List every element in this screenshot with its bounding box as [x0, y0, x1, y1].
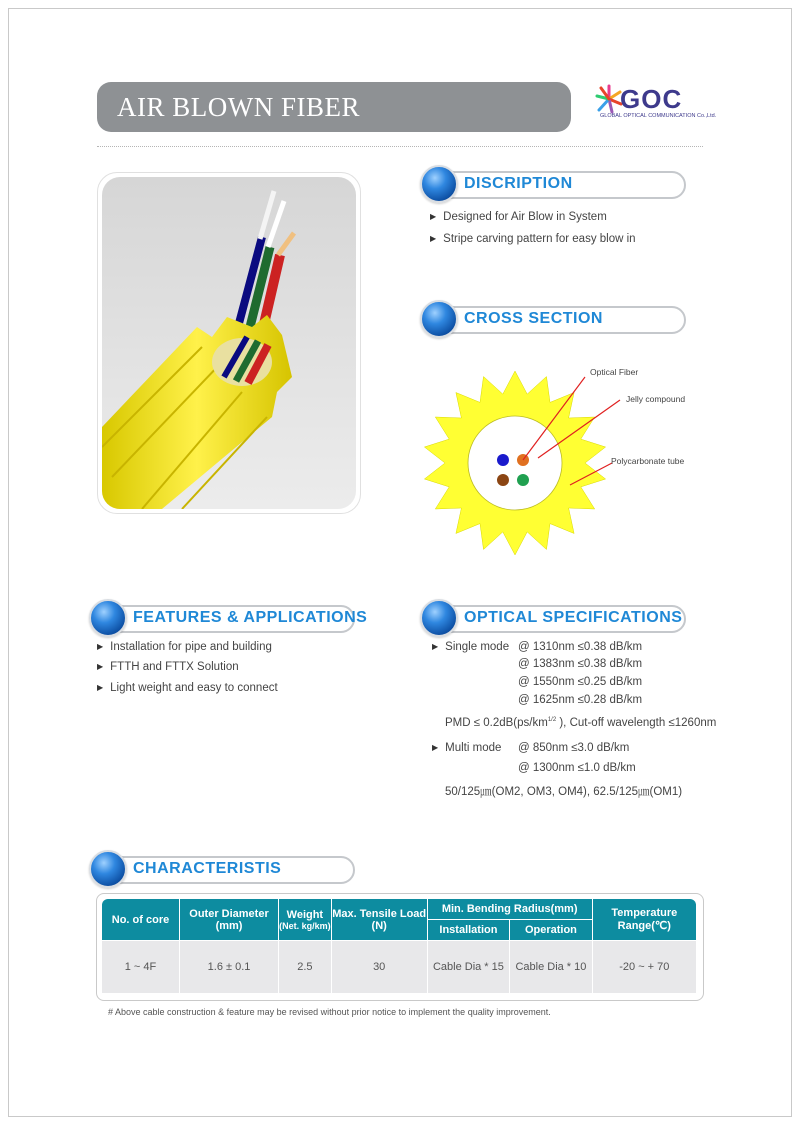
col-header-outer-diameter: [180, 899, 279, 941]
tensile-unit: (N): [371, 919, 387, 932]
logo-subtitle: GLOBAL OPTICAL COMMUNICATION Co.,Ltd.: [600, 113, 717, 119]
pmd-superscript: 1/2: [547, 717, 557, 724]
multi-mode-line: @ 1300nm ≤1.0 dB/km: [518, 762, 636, 774]
outer-diameter-unit: (mm): [215, 919, 243, 932]
table-cell: Cable Dia * 15: [428, 941, 511, 993]
section-ball-icon: [420, 165, 458, 203]
product-photo: [102, 177, 356, 509]
col-header-cores: No. of core: [102, 899, 180, 941]
feature-item: ▶ FTTH and FTTX Solution: [97, 661, 239, 673]
title-bar: [97, 82, 571, 132]
fiber-brown: [497, 474, 509, 486]
feature-item: ▶ Installation for pipe and building: [97, 641, 272, 653]
tensile-label: Max. Tensile Load: [332, 907, 427, 920]
single-mode-line: @ 1383nm ≤0.38 dB/km: [518, 658, 643, 670]
section-ball-icon: [420, 599, 458, 637]
weight-label: Weight: [286, 908, 324, 921]
single-mode-line: @ 1625nm ≤0.28 dB/km: [518, 694, 643, 706]
company-logo: [590, 82, 717, 126]
characteristics-header: [97, 856, 355, 884]
disclaimer-note: # Above cable construction & feature may be revised without prior notice to implement the quality improvement.: [108, 1007, 551, 1017]
optical-specs-title: OPTICAL SPECIFICATIONS: [464, 609, 683, 626]
cable-illustration: [102, 177, 356, 509]
cross-section-title: CROSS SECTION: [464, 310, 603, 327]
characteristics-table: [102, 899, 696, 993]
logo-text: GOC: [620, 84, 683, 114]
cross-section-header: [428, 306, 686, 334]
optical-specs-header: [428, 605, 686, 633]
table-cell: Cable Dia * 10: [510, 941, 592, 993]
table-cell: 1.6 ± 0.1: [180, 941, 279, 993]
single-mode-label: ▶ Single mode: [432, 641, 509, 653]
multi-mode-note: 50/125㎛(OM2, OM3, OM4), 62.5/125㎛(OM1): [445, 786, 683, 798]
pmd-text: PMD ≤ 0.2dB(ps/km: [445, 717, 548, 729]
tube-cavity: [468, 416, 562, 510]
characteristics-title: CHARACTERISTIS: [133, 860, 282, 877]
table-cell: 30: [332, 941, 428, 993]
section-ball-icon: [89, 599, 127, 637]
pmd-line: [445, 717, 716, 729]
col-header-bending: Min. Bending Radius(mm): [428, 899, 593, 920]
description-title: DISCRIPTION: [464, 175, 573, 192]
polycarbonate-tube-label: Polycarbonate tube: [611, 456, 685, 466]
description-item: ▶ Stripe carving pattern for easy blow in: [430, 233, 636, 245]
single-mode-line: @ 1310nm ≤0.38 dB/km: [518, 641, 643, 653]
outer-diameter-label: Outer Diameter: [189, 907, 269, 920]
cutoff-text: ), Cut-off wavelength ≤1260nm: [556, 717, 717, 729]
multi-mode-line: @ 850nm ≤3.0 dB/km: [518, 742, 630, 754]
col-header-operation: Operation: [510, 920, 592, 941]
features-header: [97, 605, 368, 633]
optical-fiber-label: Optical Fiber: [590, 367, 639, 377]
col-header-installation: Installation: [428, 920, 511, 941]
multi-mode-label: ▶ Multi mode: [432, 742, 501, 754]
section-ball-icon: [89, 850, 127, 888]
product-photo-frame: [97, 172, 361, 514]
feature-item: ▶ Light weight and easy to connect: [97, 682, 278, 694]
single-mode-line: @ 1550nm ≤0.25 dB/km: [518, 676, 643, 688]
description-header: [428, 171, 686, 199]
page-title: AIR BLOWN FIBER: [117, 92, 360, 122]
description-item: ▶ Designed for Air Blow in System: [430, 211, 607, 223]
temperature-unit: Range(℃): [617, 920, 671, 932]
table-cell: 2.5: [279, 941, 332, 993]
fiber-blue: [497, 454, 509, 466]
features-title: FEATURES & APPLICATIONS: [133, 609, 368, 626]
col-header-tensile: [332, 899, 428, 941]
header-divider: [97, 146, 703, 147]
table-cell: 1 ~ 4F: [102, 941, 180, 993]
fiber-green: [517, 474, 529, 486]
jelly-compound-label: Jelly compound: [626, 394, 686, 404]
section-ball-icon: [420, 300, 458, 338]
col-header-weight: [279, 899, 332, 941]
table-cell: -20 ~ + 70: [593, 941, 696, 993]
col-header-temperature: [593, 899, 696, 941]
temperature-label: Temperature: [611, 907, 678, 919]
weight-unit: (Net. kg/km): [279, 920, 331, 931]
